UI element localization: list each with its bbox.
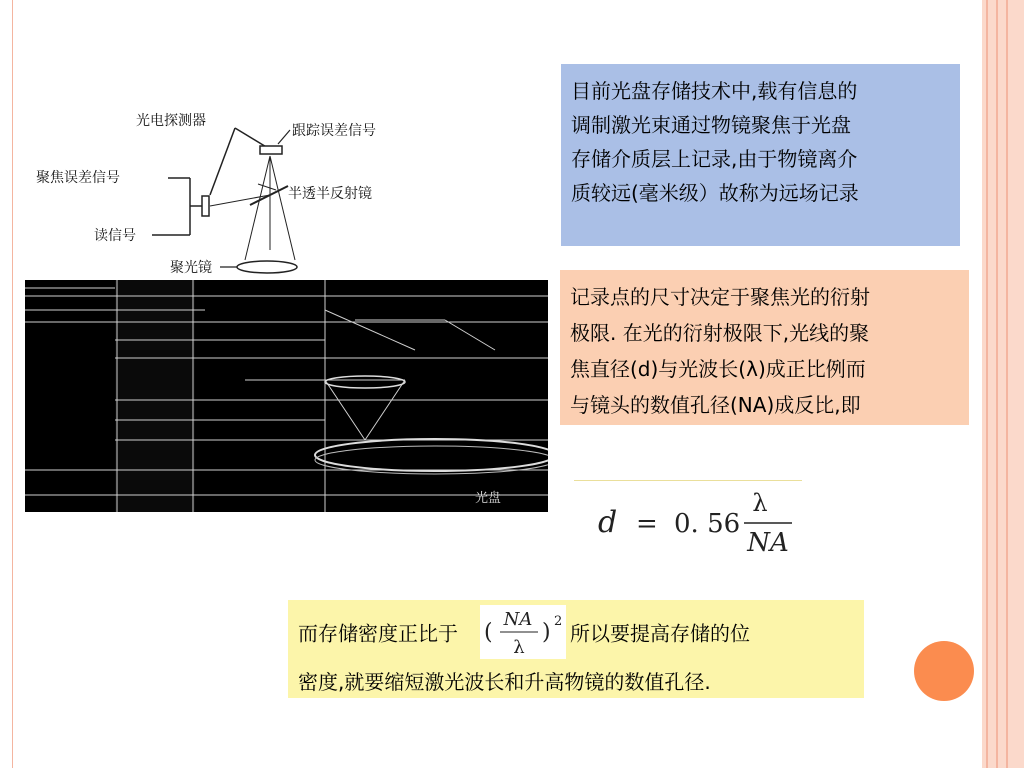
decorative-circle xyxy=(914,641,974,701)
text-line: 极限. 在光的衍射极限下,光线的聚 xyxy=(570,321,870,345)
label-read: 读信号 xyxy=(94,228,136,244)
text-suffix: 所以要提高存储的位 xyxy=(570,621,750,646)
formula-lhs: d xyxy=(598,505,618,540)
optical-pickup-diagram xyxy=(20,100,420,280)
text-line: 调制激光束通过物镜聚焦于光盘 xyxy=(571,113,851,137)
na-over-lambda-squared-formula xyxy=(480,605,566,659)
text-prefix: 而存储密度正比于 xyxy=(298,621,458,646)
svg-text:(: ( xyxy=(484,620,493,645)
text-line: 焦直径(d)与光波长(λ)成正比例而 xyxy=(570,357,866,381)
text-line-1 xyxy=(298,608,854,662)
text-line: 与镜头的数值孔径(NA)成反比,即 xyxy=(570,393,861,417)
label-disc: 光盘 xyxy=(475,491,502,506)
formula-numerator: λ xyxy=(752,489,768,517)
label-half-mirror: 半透半反射镜 xyxy=(288,186,372,202)
text-line: 存储介质层上记录,由于物镜离介 xyxy=(571,147,858,171)
label-focus-error: 聚焦误差信号 xyxy=(36,170,120,186)
svg-text:): ) xyxy=(542,620,551,645)
border-line xyxy=(996,0,998,768)
slide-right-border xyxy=(982,0,1024,768)
text-line: 记录点的尺寸决定于聚焦光的衍射 xyxy=(570,285,870,309)
text-line-2: 密度,就要缩短激光波长和升高物镜的数值孔径. xyxy=(298,670,711,694)
formula-coef: 0. 56 xyxy=(674,509,741,539)
glitched-image-region xyxy=(25,280,548,512)
label-lens: 聚光镜 xyxy=(170,260,212,276)
diffraction-limit-text xyxy=(560,270,969,425)
far-field-recording-text xyxy=(561,64,960,246)
label-detector: 光电探测器 xyxy=(136,113,206,129)
formula-denominator: NA xyxy=(747,528,789,558)
inline-numerator: NA xyxy=(503,609,533,630)
inline-denominator: λ xyxy=(513,637,525,658)
inline-exponent: 2 xyxy=(554,614,563,629)
label-tracking: 跟踪误差信号 xyxy=(292,123,376,139)
border-line xyxy=(986,0,988,768)
text-line: 质较远(毫米级）故称为远场记录 xyxy=(571,181,859,205)
spot-size-formula xyxy=(574,480,802,561)
storage-density-text xyxy=(288,600,864,698)
formula-eq: = xyxy=(636,509,658,539)
text-line: 目前光盘存储技术中,载有信息的 xyxy=(571,79,858,103)
left-border-line xyxy=(12,0,13,768)
border-line xyxy=(1006,0,1008,768)
